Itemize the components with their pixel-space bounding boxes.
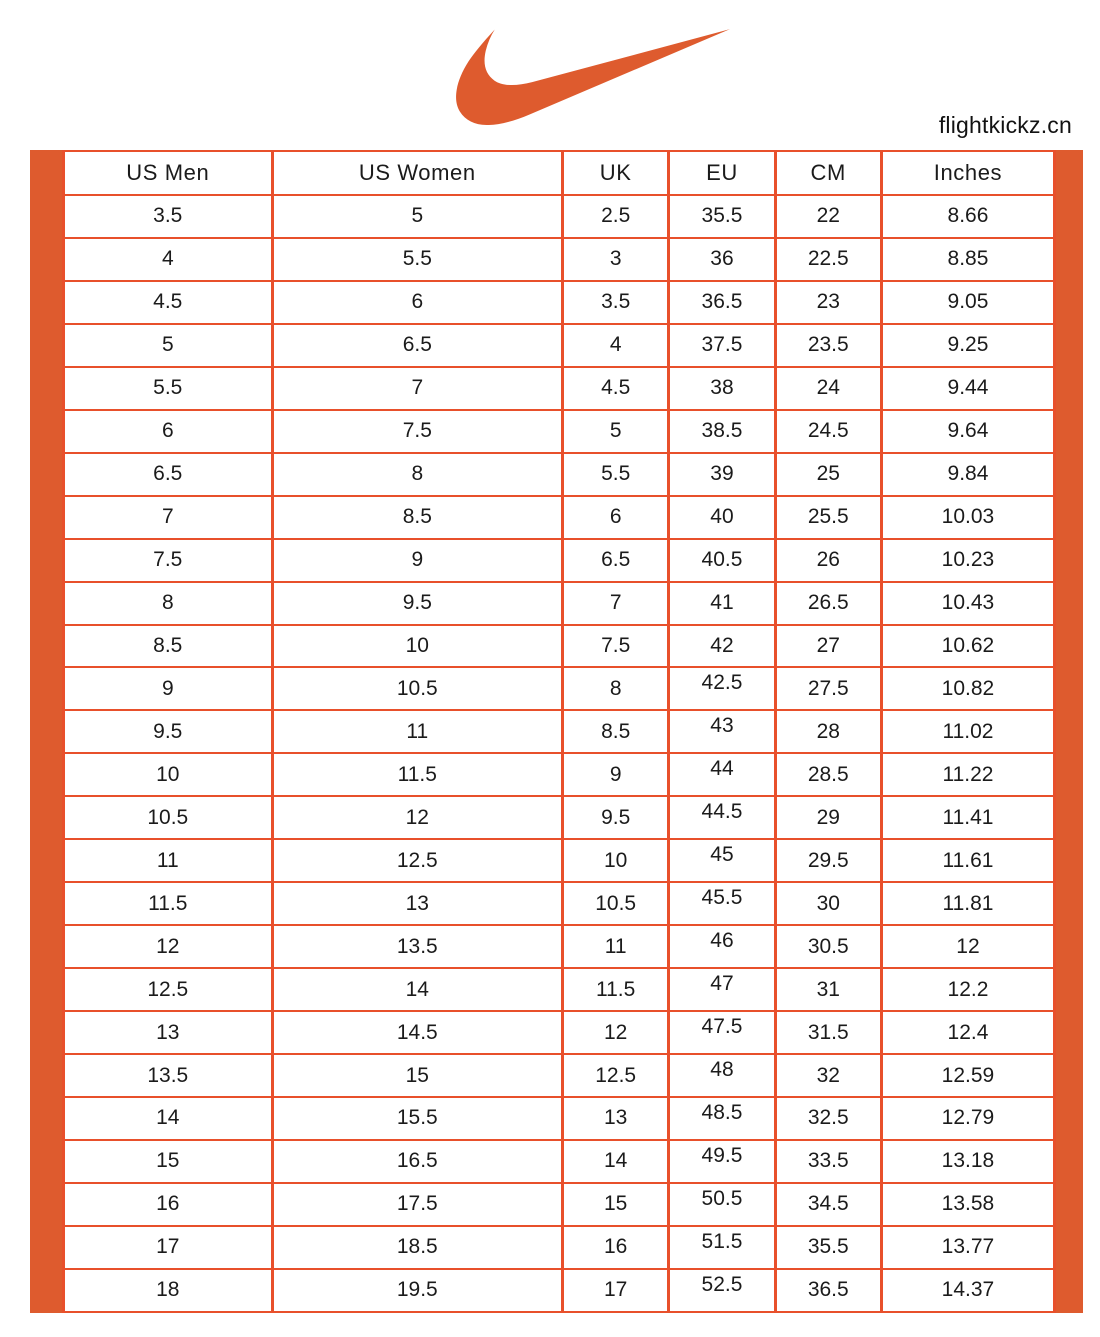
size-cell: 28.5	[775, 753, 881, 796]
table-row	[64, 1011, 1055, 1054]
table-row	[64, 324, 1055, 367]
size-cell: 11.5	[64, 882, 273, 925]
size-cell: 46	[669, 925, 775, 968]
table-row	[64, 582, 1055, 625]
size-cell: 11.02	[881, 710, 1054, 753]
size-cell: 43	[669, 710, 775, 753]
size-cell: 8.5	[64, 625, 273, 668]
size-cell: 49.5	[669, 1140, 775, 1183]
size-cell: 28	[775, 710, 881, 753]
size-cell: 9.5	[64, 710, 273, 753]
size-cell: 14	[563, 1140, 669, 1183]
size-cell: 12.5	[563, 1054, 669, 1097]
size-cell: 31.5	[775, 1011, 881, 1054]
size-cell: 13	[563, 1097, 669, 1140]
size-cell: 7	[272, 367, 562, 410]
size-cell: 6	[64, 410, 273, 453]
size-cell: 5.5	[272, 238, 562, 281]
size-cell: 12.2	[881, 968, 1054, 1011]
size-cell: 9	[64, 667, 273, 710]
watermark-text: flightkickz.cn	[938, 112, 1072, 138]
size-cell: 17	[563, 1269, 669, 1312]
size-cell: 11.61	[881, 839, 1054, 882]
table-body	[64, 195, 1055, 1312]
size-cell: 8.5	[272, 496, 562, 539]
size-cell: 25.5	[775, 496, 881, 539]
size-cell: 14.5	[272, 1011, 562, 1054]
size-cell: 33.5	[775, 1140, 881, 1183]
size-cell: 30.5	[775, 925, 881, 968]
size-cell: 48	[669, 1054, 775, 1097]
size-cell: 10.5	[272, 667, 562, 710]
size-cell: 11.41	[881, 796, 1054, 839]
size-cell: 5.5	[563, 453, 669, 496]
header-row	[64, 151, 1055, 195]
table-row	[64, 281, 1055, 324]
size-cell: 16	[563, 1226, 669, 1269]
size-cell: 50.5	[669, 1183, 775, 1226]
size-cell: 8	[272, 453, 562, 496]
size-cell: 26.5	[775, 582, 881, 625]
size-cell: 9.64	[881, 410, 1054, 453]
size-cell: 7	[563, 582, 669, 625]
size-cell: 9.5	[563, 796, 669, 839]
size-cell: 12	[272, 796, 562, 839]
size-cell: 8.66	[881, 195, 1054, 238]
size-cell: 51.5	[669, 1226, 775, 1269]
size-cell: 12	[881, 925, 1054, 968]
size-cell: 5	[64, 324, 273, 367]
size-cell: 22.5	[775, 238, 881, 281]
size-cell: 11.5	[563, 968, 669, 1011]
table-row	[64, 238, 1055, 281]
size-cell: 44	[669, 753, 775, 796]
size-cell: 13	[272, 882, 562, 925]
size-cell: 42.5	[669, 667, 775, 710]
column-header-uk: UK	[563, 151, 669, 195]
size-cell: 4.5	[64, 281, 273, 324]
size-cell: 12	[64, 925, 273, 968]
table-row	[64, 796, 1055, 839]
size-cell: 7.5	[563, 625, 669, 668]
size-cell: 10.82	[881, 667, 1054, 710]
size-cell: 13.77	[881, 1226, 1054, 1269]
size-cell: 9	[272, 539, 562, 582]
size-cell: 15	[563, 1183, 669, 1226]
table-row	[64, 1226, 1055, 1269]
size-cell: 7.5	[64, 539, 273, 582]
size-cell: 3	[563, 238, 669, 281]
column-header-us-women: US Women	[272, 151, 562, 195]
size-cell: 27	[775, 625, 881, 668]
size-cell: 45.5	[669, 882, 775, 925]
nike-swoosh-icon	[453, 28, 733, 125]
size-cell: 5	[563, 410, 669, 453]
size-cell: 23	[775, 281, 881, 324]
size-cell: 34.5	[775, 1183, 881, 1226]
size-cell: 19.5	[272, 1269, 562, 1312]
size-cell: 8.85	[881, 238, 1054, 281]
size-cell: 40	[669, 496, 775, 539]
table-row	[64, 539, 1055, 582]
size-cell: 24	[775, 367, 881, 410]
table-head	[64, 151, 1055, 195]
size-cell: 35.5	[775, 1226, 881, 1269]
size-cell: 8	[563, 667, 669, 710]
size-cell: 12	[563, 1011, 669, 1054]
size-cell: 14	[64, 1097, 273, 1140]
table-row	[64, 1140, 1055, 1183]
size-cell: 5.5	[64, 367, 273, 410]
size-cell: 30	[775, 882, 881, 925]
size-cell: 36	[669, 238, 775, 281]
size-cell: 37.5	[669, 324, 775, 367]
size-cell: 41	[669, 582, 775, 625]
size-cell: 24.5	[775, 410, 881, 453]
size-cell: 16.5	[272, 1140, 562, 1183]
size-cell: 36.5	[669, 281, 775, 324]
table-row	[64, 968, 1055, 1011]
table-row	[64, 625, 1055, 668]
table-row	[64, 367, 1055, 410]
size-cell: 10.62	[881, 625, 1054, 668]
size-cell: 48.5	[669, 1097, 775, 1140]
size-cell: 18	[64, 1269, 273, 1312]
table-row	[64, 753, 1055, 796]
size-cell: 39	[669, 453, 775, 496]
size-cell: 3.5	[563, 281, 669, 324]
column-header-cm: CM	[775, 151, 881, 195]
brand-logo	[453, 28, 733, 125]
size-cell: 9	[563, 753, 669, 796]
size-cell: 16	[64, 1183, 273, 1226]
size-cell: 7.5	[272, 410, 562, 453]
size-cell: 9.05	[881, 281, 1054, 324]
table-row	[64, 1183, 1055, 1226]
size-cell: 9.44	[881, 367, 1054, 410]
table-row	[64, 195, 1055, 238]
table-row	[64, 453, 1055, 496]
size-cell: 40.5	[669, 539, 775, 582]
size-cell: 15	[64, 1140, 273, 1183]
size-cell: 11	[272, 710, 562, 753]
size-cell: 4	[563, 324, 669, 367]
size-cell: 10	[272, 625, 562, 668]
size-cell: 42	[669, 625, 775, 668]
size-cell: 23.5	[775, 324, 881, 367]
size-cell: 17	[64, 1226, 273, 1269]
size-cell: 10.23	[881, 539, 1054, 582]
table-row	[64, 925, 1055, 968]
column-header-eu: EU	[669, 151, 775, 195]
size-cell: 13.18	[881, 1140, 1054, 1183]
size-cell: 32.5	[775, 1097, 881, 1140]
size-cell: 38	[669, 367, 775, 410]
table-row	[64, 410, 1055, 453]
size-cell: 12.4	[881, 1011, 1054, 1054]
size-cell: 4.5	[563, 367, 669, 410]
size-cell: 7	[64, 496, 273, 539]
size-cell: 11.81	[881, 882, 1054, 925]
size-cell: 6.5	[272, 324, 562, 367]
size-cell: 4	[64, 238, 273, 281]
size-cell: 17.5	[272, 1183, 562, 1226]
size-cell: 2.5	[563, 195, 669, 238]
size-cell: 27.5	[775, 667, 881, 710]
size-cell: 18.5	[272, 1226, 562, 1269]
size-cell: 32	[775, 1054, 881, 1097]
size-cell: 29.5	[775, 839, 881, 882]
size-cell: 35.5	[669, 195, 775, 238]
table-row	[64, 1054, 1055, 1097]
size-cell: 15	[272, 1054, 562, 1097]
size-cell: 45	[669, 839, 775, 882]
table-row	[64, 710, 1055, 753]
size-chart-frame	[30, 150, 1083, 1313]
table-row	[64, 1269, 1055, 1312]
size-cell: 14.37	[881, 1269, 1054, 1312]
size-cell: 12.5	[272, 839, 562, 882]
size-cell: 11.5	[272, 753, 562, 796]
table-row	[64, 667, 1055, 710]
table-row	[64, 839, 1055, 882]
size-chart-table	[62, 150, 1056, 1313]
table-row	[64, 496, 1055, 539]
size-cell: 10.03	[881, 496, 1054, 539]
size-cell: 12.79	[881, 1097, 1054, 1140]
size-cell: 5	[272, 195, 562, 238]
size-cell: 11	[563, 925, 669, 968]
size-cell: 11.22	[881, 753, 1054, 796]
size-cell: 6	[563, 496, 669, 539]
size-cell: 47	[669, 968, 775, 1011]
size-cell: 13.58	[881, 1183, 1054, 1226]
size-cell: 12.59	[881, 1054, 1054, 1097]
size-cell: 3.5	[64, 195, 273, 238]
size-cell: 10	[563, 839, 669, 882]
size-cell: 10	[64, 753, 273, 796]
size-cell: 47.5	[669, 1011, 775, 1054]
size-cell: 29	[775, 796, 881, 839]
size-cell: 8	[64, 582, 273, 625]
column-header-us-men: US Men	[64, 151, 273, 195]
size-cell: 12.5	[64, 968, 273, 1011]
size-cell: 13.5	[64, 1054, 273, 1097]
size-cell: 14	[272, 968, 562, 1011]
size-cell: 36.5	[775, 1269, 881, 1312]
size-cell: 6.5	[563, 539, 669, 582]
size-cell: 9.84	[881, 453, 1054, 496]
size-cell: 52.5	[669, 1269, 775, 1312]
size-cell: 9.25	[881, 324, 1054, 367]
size-cell: 22	[775, 195, 881, 238]
size-cell: 11	[64, 839, 273, 882]
size-cell: 8.5	[563, 710, 669, 753]
column-header-inches: Inches	[881, 151, 1054, 195]
size-cell: 25	[775, 453, 881, 496]
size-cell: 10.5	[64, 796, 273, 839]
left-accent-bar	[30, 150, 62, 1313]
right-accent-bar	[1056, 150, 1083, 1313]
size-cell: 44.5	[669, 796, 775, 839]
size-cell: 26	[775, 539, 881, 582]
size-cell: 10.43	[881, 582, 1054, 625]
size-cell: 10.5	[563, 882, 669, 925]
size-cell: 38.5	[669, 410, 775, 453]
size-cell: 31	[775, 968, 881, 1011]
size-cell: 13.5	[272, 925, 562, 968]
table-row	[64, 1097, 1055, 1140]
size-cell: 6	[272, 281, 562, 324]
size-cell: 13	[64, 1011, 273, 1054]
size-cell: 9.5	[272, 582, 562, 625]
size-cell: 15.5	[272, 1097, 562, 1140]
table-row	[64, 882, 1055, 925]
size-cell: 6.5	[64, 453, 273, 496]
